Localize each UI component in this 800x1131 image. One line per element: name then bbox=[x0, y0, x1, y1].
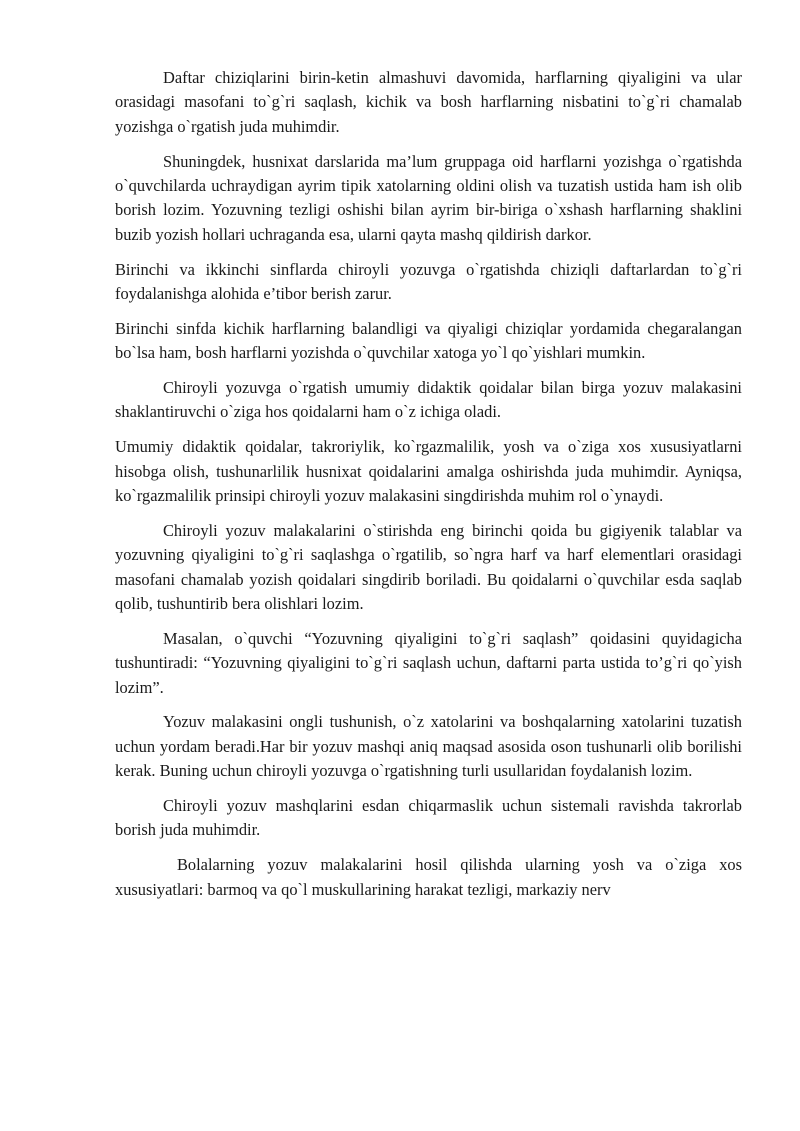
paragraph-7: Chiroyli yozuv malakalarini o`stirishda eng birinchi qoida bu gigiyenik talablar va yozuvning qiyaligini to`g`ri saqlashga o`rgatilib, so`ngra harf va harf elementlari orasidagi masofani chamalab yozish qoidalari singdirib boriladi. Bu qoidalarni o`quvchilar esda saqlab qolib, tushuntirib bera olishlari lozim. bbox=[115, 520, 742, 614]
paragraph-5: Chiroyli yozuvga o`rgatish umumiy didaktik qoidalar bilan birga yozuv malakasini shaklantiruvchi o`ziga hos qoidalarni ham o`z ichiga oladi. bbox=[115, 378, 742, 422]
paragraph-3: Birinchi va ikkinchi sinflarda chiroyli yozuvga o`rgatishda chiziqli daftarlardan to`g`ri foydalanishga alohida e’tibor berish zarur. bbox=[115, 259, 742, 304]
paragraph-8: Masalan, o`quvchi “Yozuvning qiyaligini to`g`ri saqlash” qoidasini quyidagicha tushuntiradi: “Yozuvning qiyaligini to`g`ri saqlash uchun, daftarni parta ustida to’g`ri qo`yish lozim”. bbox=[115, 628, 742, 697]
paragraph-4: Birinchi sinfda kichik harflarning balandligi va qiyaligi chiziqlar yordamida chegaralangan bo`lsa ham, bosh harflarni yozishda o`quvchilar xatoga yo`l qo`yishlari mumkin. bbox=[115, 318, 742, 363]
document-page bbox=[115, 66, 742, 912]
paragraph-11: Bolalarning yozuv malakalarini hosil qilishda ularning yosh va o`ziga xos xususiyatlari: barmoq va qo`l muskullarining harakat tezligi, markaziy nerv bbox=[115, 855, 742, 899]
paragraph-1: Daftar chiziqlarini birin-ketin almashuvi davomida, harflarning qiyaligini va ular orasidagi masofani to`g`ri saqlash, kichik va bosh harflarning nisbatini to`g`ri chamalab yozishga o`rgatish juda muhimdir. bbox=[115, 68, 742, 136]
paragraph-2: Shuningdek, husnixat darslarida ma’lum gruppaga oid harflarni yozishga o`rgatishda o`quvchilarda uchraydigan ayrim tipik xatolarning oldini olish va tuzatish ustida ham ish olib borish lozim. Yozuvning tezligi oshishi bilan ayrim bir-biriga o`xshash harflarning shaklini buzib yozish hollari uchraganda esa, ularni qayta mashq qildirish darkor. bbox=[115, 151, 742, 244]
paragraph-9: Yozuv malakasini ongli tushunish, o`z xatolarini va boshqalarning xatolarini tuzatish uchun yordam beradi.Har bir yozuv mashqi aniq maqsad asosida oson tushunarli olib borilishi kerak. Buning uchun chiroyli yozuvga o`rgatishning turli usullaridan foydalanish lozim. bbox=[115, 712, 742, 781]
paragraph-6: Umumiy didaktik qoidalar, takroriylik, ko`rgazmalilik, yosh va o`ziga xos xususiyatlarni hisobga olish, tushunarlilik husnixat qoidalarini amalga oshirishda juda muhimdir. Ayniqsa, ko`rgazmalilik prinsipi chiroyli yozuv malakasini singdirishda muhim rol o`ynaydi. bbox=[115, 437, 742, 506]
paragraph-10: Chiroyli yozuv mashqlarini esdan chiqarmaslik uchun sistemali ravishda takrorlab borish juda muhimdir. bbox=[115, 796, 742, 840]
